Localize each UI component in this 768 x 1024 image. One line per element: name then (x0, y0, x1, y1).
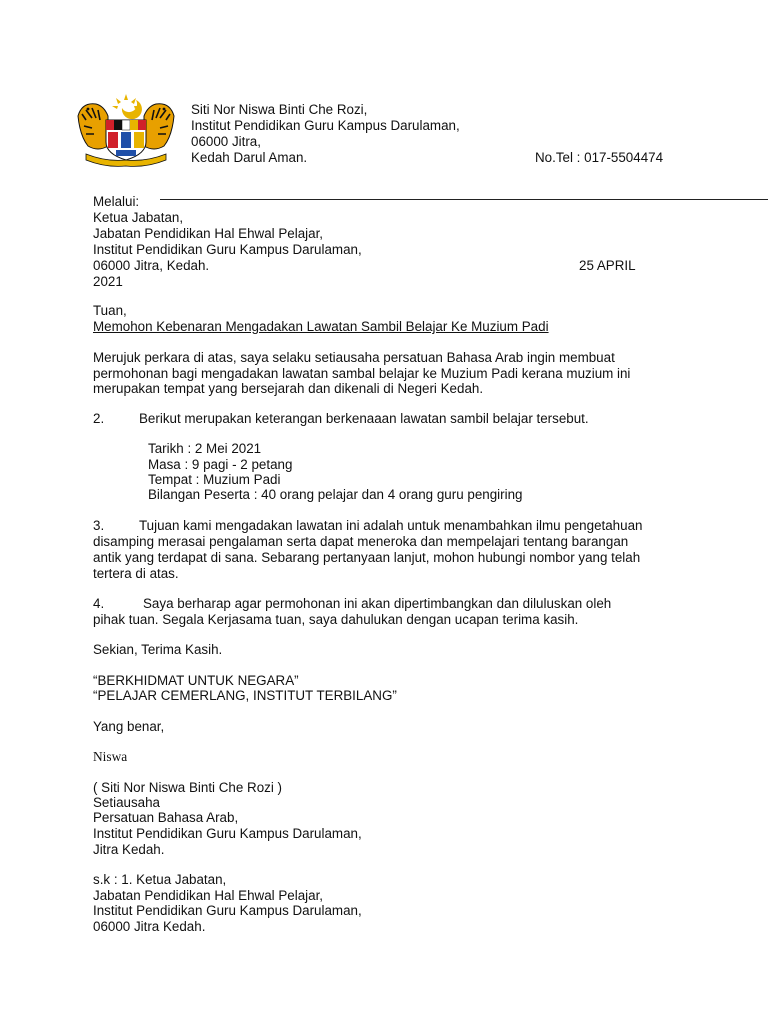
detail-time: Masa : 9 pagi - 2 petang (148, 457, 293, 472)
paragraph-1-line: merupakan tempat yang bersejarah dan dikenali di Negeri Kedah. (93, 381, 484, 396)
signatory-institution: Institut Pendidikan Guru Kampus Darulaman, (93, 826, 362, 841)
paragraph-3-line: disamping merasai pengalaman serta dapat meneroka dan mempelajari tentang barangan (93, 534, 629, 549)
sender-state: Kedah Darul Aman. (191, 150, 308, 165)
motto-2: “PELAJAR CEMERLANG, INSTITUT TERBILANG” (93, 688, 397, 703)
signatory-location: Jitra Kedah. (93, 842, 165, 857)
recipient-institution: Institut Pendidikan Guru Kampus Darulaman, (93, 242, 362, 257)
sign-off: Yang benar, (93, 719, 165, 734)
sender-name: Siti Nor Niswa Binti Che Rozi, (191, 102, 368, 117)
paragraph-3-line: tertera di atas. (93, 566, 179, 581)
cc-line: 06000 Jitra Kedah. (93, 919, 206, 934)
signatory-organization: Persatuan Bahasa Arab, (93, 810, 239, 825)
coat-of-arms-icon (72, 92, 180, 170)
detail-place: Tempat : Muzium Padi (148, 472, 281, 487)
header-divider (160, 199, 768, 200)
letter-subject: Memohon Kebenaran Mengadakan Lawatan Sambil Belajar Ke Muzium Padi (93, 319, 549, 334)
cc-line: Institut Pendidikan Guru Kampus Darulaman, (93, 903, 362, 918)
recipient-department: Jabatan Pendidikan Hal Ehwal Pelajar, (93, 226, 324, 241)
letter-date-year: 2021 (93, 274, 123, 289)
sender-postcode-city: 06000 Jitra, (191, 134, 261, 149)
paragraph-4-line: pihak tuan. Segala Kerjasama tuan, saya dahulukan dengan ucapan terima kasih. (93, 612, 579, 627)
recipient-title: Ketua Jabatan, (93, 210, 184, 225)
cc-line: s.k : 1. Ketua Jabatan, (93, 872, 227, 887)
signature: Niswa (93, 749, 128, 764)
sender-phone: No.Tel : 017-5504474 (535, 150, 664, 165)
motto-1: “BERKHIDMAT UNTUK NEGARA” (93, 673, 299, 688)
paragraph-3-line: Tujuan kami mengadakan lawatan ini adalah untuk menambahkan ilmu pengetahuan (139, 518, 643, 533)
paragraph-1-line: permohonan bagi mengadakan lawatan sambal belajar ke Muzium Padi kerana muzium ini (93, 366, 631, 381)
paragraph-4-number: 4. (93, 596, 105, 611)
sender-institution: Institut Pendidikan Guru Kampus Darulaman, (191, 118, 460, 133)
salutation: Tuan, (93, 303, 127, 318)
paragraph-1-line: Merujuk perkara di atas, saya selaku setiausaha persatuan Bahasa Arab ingin membuat (93, 350, 615, 365)
recipient-via: Melalui: (93, 194, 140, 209)
paragraph-4-line: Saya berharap agar permohonan ini akan dipertimbangkan dan diluluskan oleh (143, 596, 612, 611)
detail-date: Tarikh : 2 Mei 2021 (148, 441, 262, 456)
paragraph-3-number: 3. (93, 518, 105, 533)
signatory-position: Setiausaha (93, 795, 161, 810)
closing: Sekian, Terima Kasih. (93, 642, 223, 657)
cc-line: Jabatan Pendidikan Hal Ehwal Pelajar, (93, 888, 324, 903)
paragraph-2-text: Berikut merupakan keterangan berkenaaan lawatan sambil belajar tersebut. (139, 411, 589, 426)
signatory-name: ( Siti Nor Niswa Binti Che Rozi ) (93, 780, 282, 795)
paragraph-2-number: 2. (93, 411, 105, 426)
letter-date: 25 APRIL (579, 258, 636, 273)
paragraph-3-line: antik yang terdapat di sana. Sebarang pertanyaan lanjut, mohon hubungi nombor yang telah (93, 550, 641, 565)
detail-participants: Bilangan Peserta : 40 orang pelajar dan 4 orang guru pengiring (148, 487, 523, 502)
recipient-address: 06000 Jitra, Kedah. (93, 258, 210, 273)
